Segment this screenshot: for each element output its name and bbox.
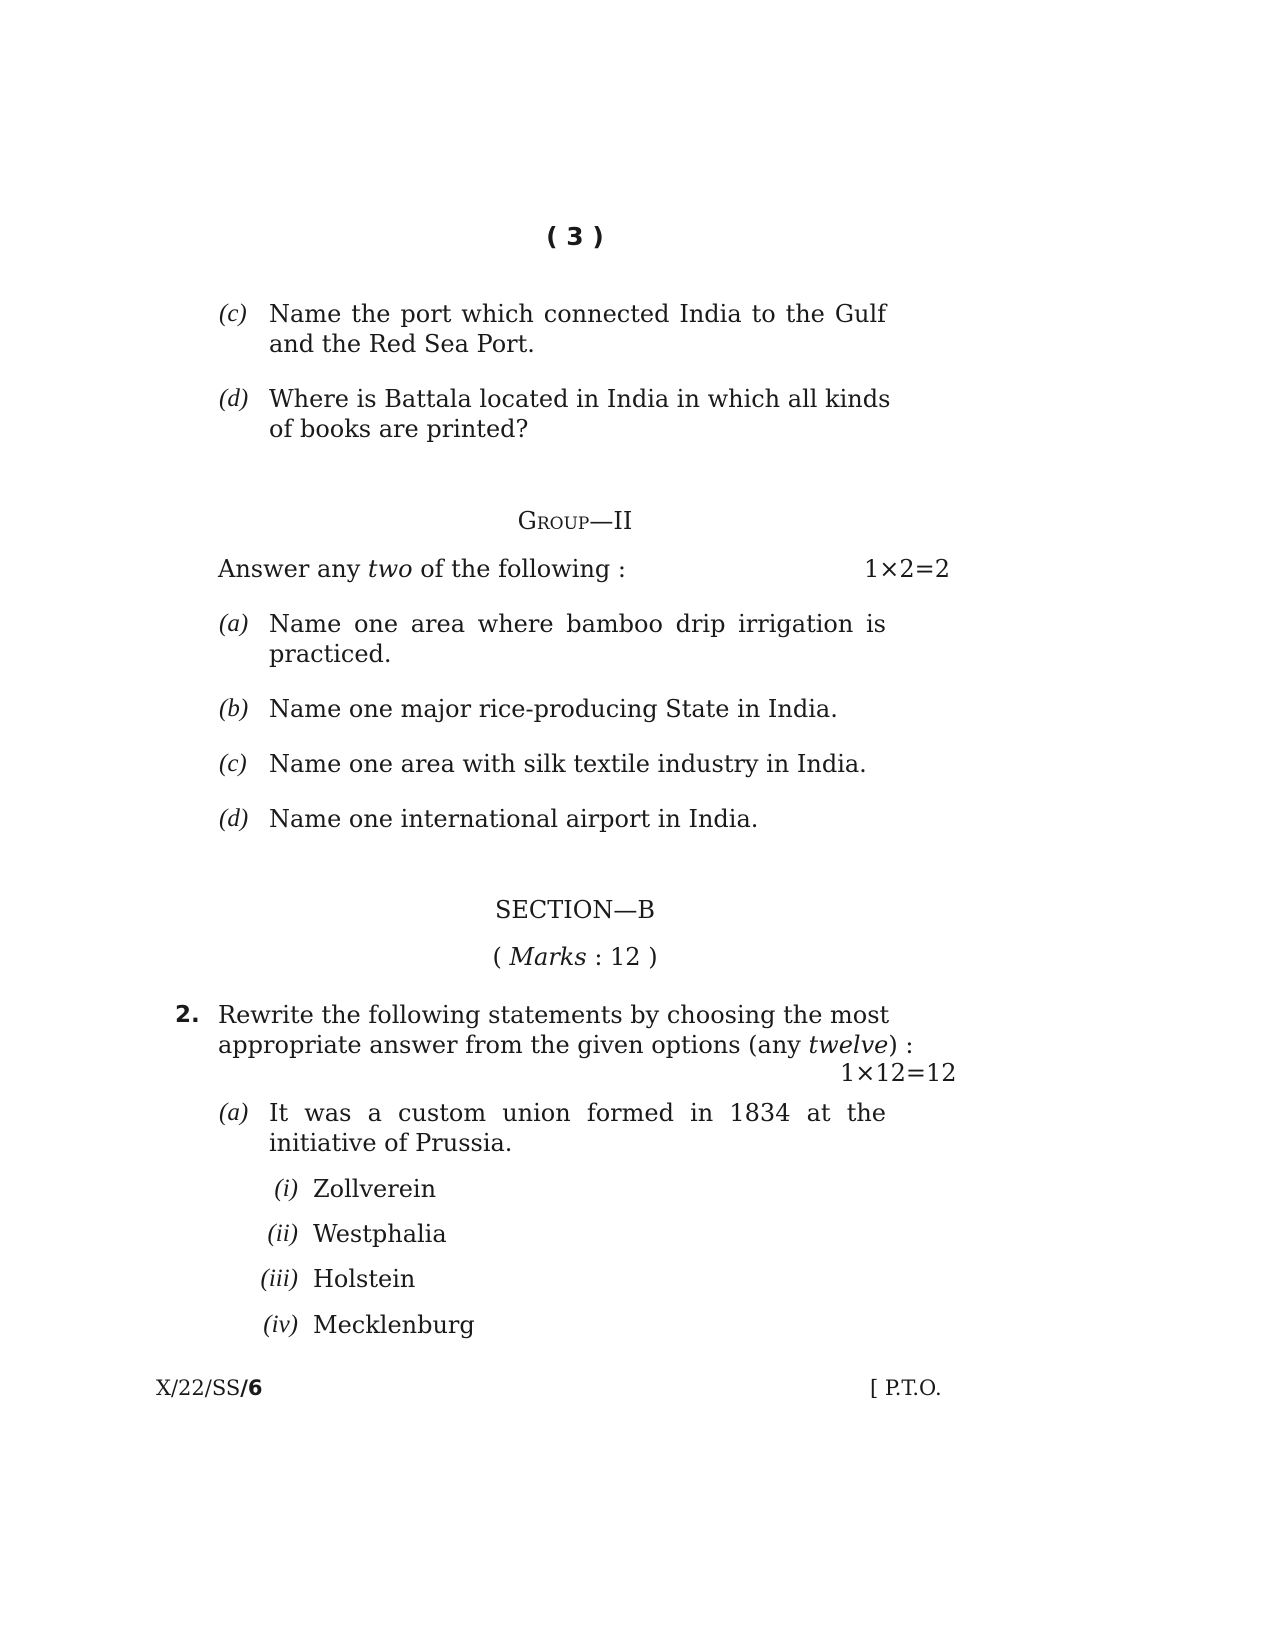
section-heading: SECTION—B xyxy=(494,896,656,924)
question-text-emphasis: twelve xyxy=(808,1031,889,1059)
group-heading: Group—II xyxy=(517,507,633,535)
paper-code-prefix: X/22/SS xyxy=(156,1376,241,1400)
question-text: It was a custom union formed in 1834 at the xyxy=(269,1099,886,1127)
paper-code-suffix: /6 xyxy=(240,1376,263,1400)
question-text: initiative of Prussia. xyxy=(269,1129,513,1157)
question-label: (a) xyxy=(219,610,249,637)
question-number: 2. xyxy=(175,1002,200,1028)
instruction-text: of the following : xyxy=(420,555,626,583)
question-label: (d) xyxy=(219,385,249,412)
option-label: (i) xyxy=(274,1175,298,1202)
instruction-text: Answer any xyxy=(218,555,361,583)
option-text: Westphalia xyxy=(313,1220,447,1248)
question-text: practiced. xyxy=(269,640,392,668)
question-text: Name one area where bamboo drip irrigation is xyxy=(269,610,886,638)
question-text: Name the port which connected India to the Gulf xyxy=(269,300,886,328)
question-text: Where is Battala located in India in which all kinds xyxy=(269,385,891,413)
question-text: Name one area with silk textile industry in India. xyxy=(269,750,867,778)
question-label: (d) xyxy=(219,805,249,832)
section-marks-value: : 12 ) xyxy=(594,943,658,971)
question-text: Rewrite the following statements by choosing the most xyxy=(218,1001,890,1029)
instruction-emphasis: two xyxy=(367,555,413,583)
question-label: (b) xyxy=(219,695,249,722)
question-label: (c) xyxy=(219,300,247,327)
marks-label: 1×2=2 xyxy=(864,555,951,583)
section-marks-label: Marks xyxy=(509,943,587,971)
question-label: (a) xyxy=(219,1099,249,1126)
paper-code xyxy=(156,1376,263,1400)
option-text: Mecklenburg xyxy=(313,1311,475,1339)
question-text: Name one international airport in India. xyxy=(269,805,759,833)
question-label: (c) xyxy=(219,750,247,777)
option-text: Zollverein xyxy=(313,1175,437,1203)
section-marks xyxy=(0,943,1150,971)
page-number: ( 3 ) xyxy=(546,222,604,251)
option-label: (iii) xyxy=(260,1265,298,1292)
instruction xyxy=(218,555,626,583)
question-text: and the Red Sea Port. xyxy=(269,330,535,358)
option-label: (iv) xyxy=(263,1311,298,1338)
question-text-part: appropriate answer from the given options (any xyxy=(218,1031,801,1059)
question-text xyxy=(218,1031,913,1059)
pto-label: [ P.T.O. xyxy=(870,1376,942,1400)
question-text: Name one major rice-producing State in India. xyxy=(269,695,838,723)
marks-label: 1×12=12 xyxy=(840,1059,957,1087)
section-marks-open: ( xyxy=(492,943,502,971)
option-text: Holstein xyxy=(313,1265,416,1293)
question-text: of books are printed? xyxy=(269,415,529,443)
option-label: (ii) xyxy=(267,1220,298,1247)
question-text-part: ) : xyxy=(888,1031,914,1059)
